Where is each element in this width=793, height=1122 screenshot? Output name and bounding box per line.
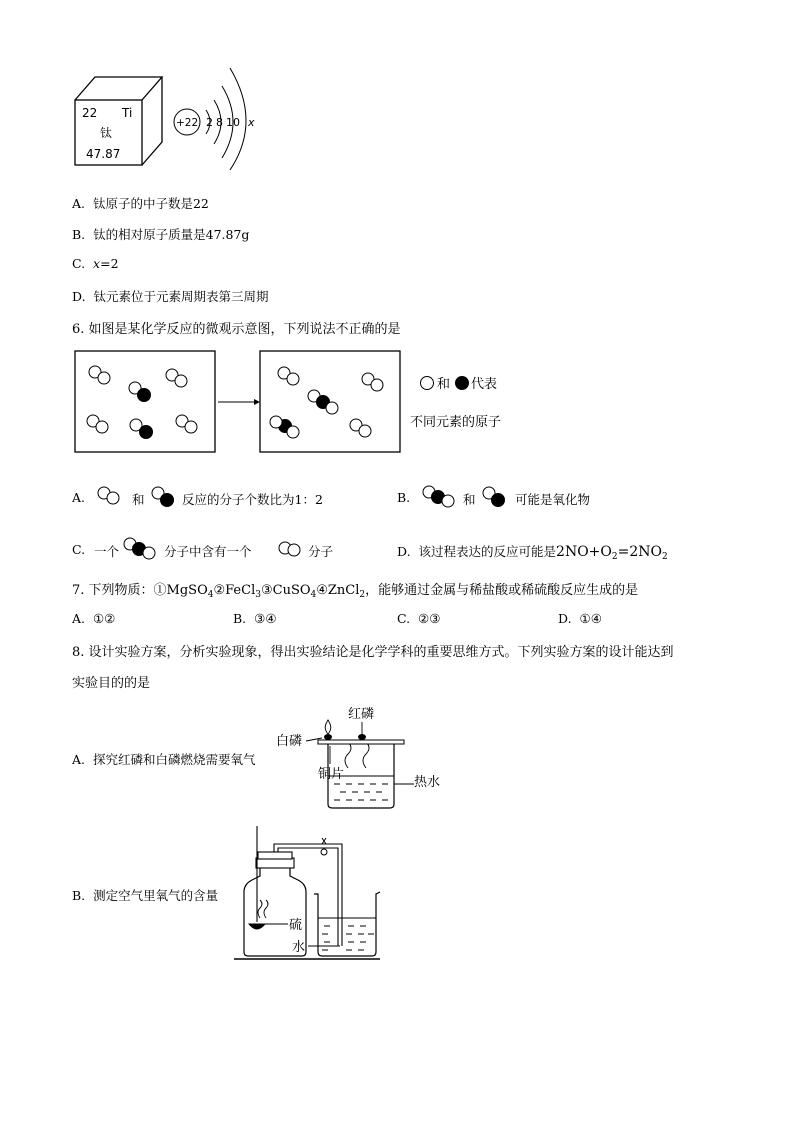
- q6-option-c: [72, 536, 392, 564]
- q7-stem: [72, 579, 638, 600]
- shell-electrons-3: 10: [226, 116, 240, 129]
- q7-option-d: [558, 611, 602, 626]
- option-letter: C.: [72, 542, 86, 557]
- legend-represent: 代表: [471, 377, 498, 392]
- molecule-white-black-white: [308, 390, 338, 414]
- q7-stem-part: 7. 下列物质：①MgSO: [72, 583, 208, 598]
- q8-option-b: [72, 886, 218, 904]
- option-text-tail: 分子: [308, 544, 334, 559]
- option-letter: B.: [233, 611, 247, 626]
- element-card-side: [142, 77, 162, 165]
- red-phosphorus: [358, 734, 366, 740]
- shell-electrons-1: 2: [206, 116, 213, 129]
- molecule-white-white: [362, 373, 383, 391]
- q6-option-a: [72, 485, 392, 513]
- option-and: 和: [463, 492, 476, 507]
- water-dashes: [334, 784, 388, 800]
- label-sulfur: 硫: [289, 918, 303, 933]
- molecule-white-black-icon: [148, 485, 180, 509]
- molecule-white-white: [87, 415, 108, 433]
- q5-option-a: [72, 194, 209, 212]
- titanium-figure: [70, 62, 270, 172]
- molecule-black-white-white: [270, 416, 299, 438]
- shell-electrons-2: 8: [216, 116, 223, 129]
- phosphorus-experiment-svg: [270, 700, 441, 812]
- legend-white-atom: [421, 377, 434, 390]
- option-letter: B.: [72, 888, 86, 903]
- q6-stem: 6. 如图是某化学反应的微观示意图，下列说法不正确的是: [72, 322, 401, 337]
- option-variable: x: [93, 256, 101, 271]
- option-text: 钛元素位于元素周期表第三周期: [93, 289, 269, 304]
- option-text: 探究红磷和白磷燃烧需要氧气: [92, 752, 256, 767]
- q6-diagram: [70, 345, 530, 460]
- option-letter: B.: [397, 490, 411, 505]
- q5-option-b: [72, 225, 249, 243]
- option-letter: A.: [72, 752, 86, 767]
- equation-part-2: =2NO: [617, 544, 662, 560]
- label-copper: 铜片: [318, 767, 345, 782]
- molecule-white-black-white-icon: [120, 536, 162, 562]
- molecule-white-white-icon: [276, 538, 306, 560]
- clamp-icon: [321, 849, 327, 855]
- q5-option-d: [72, 287, 269, 305]
- molecule-white-white-icon: [94, 485, 126, 507]
- option-text: 可能是氧化物: [515, 492, 591, 507]
- legend-black-atom: [456, 377, 469, 390]
- option-text: 测定空气里氧气的含量: [93, 888, 219, 903]
- clamp-icon: [322, 838, 326, 844]
- molecule-white-white: [89, 366, 110, 384]
- option-text: 该过程表达的反应可能是: [418, 544, 557, 559]
- option-text: ③④: [254, 611, 277, 626]
- option-text-head: 一个: [94, 544, 120, 559]
- option-text: 钛原子的中子数是22: [92, 196, 209, 211]
- oxygen-measurement-figure: [230, 822, 390, 964]
- q6-option-b: [397, 485, 717, 513]
- shell-electrons-4: x: [248, 116, 255, 129]
- nucleus-charge: +22: [176, 117, 199, 129]
- q7-subscript: 3: [255, 590, 261, 600]
- smoke-wisp: [258, 900, 262, 918]
- option-text: 钛的相对原子质量是47.87g: [93, 227, 250, 242]
- steam-wisp: [345, 742, 351, 768]
- option-letter: C.: [397, 611, 411, 626]
- option-text: 反应的分子个数比为1：2: [182, 492, 323, 507]
- atomic-number: 22: [82, 106, 98, 120]
- molecule-white-black: [130, 419, 153, 439]
- q7-stem-part: ④ZnCl: [316, 583, 360, 598]
- q7-stem-part: ，能够通过金属与稀盐酸或稀硫酸反应生成的是: [365, 583, 639, 598]
- element-name: 钛: [100, 126, 113, 140]
- q5-option-c: [72, 256, 119, 271]
- element-symbol: Ti: [122, 106, 133, 120]
- option-letter: B.: [72, 227, 86, 242]
- q7-subscript: 2: [359, 590, 366, 600]
- white-phosphorus: [324, 734, 332, 740]
- q7-option-a: [72, 611, 115, 626]
- equation-sub-1: 2: [611, 552, 618, 562]
- q6-option-d: [397, 542, 668, 562]
- option-letter: D.: [397, 544, 411, 559]
- option-text-mid: 分子中含有一个: [164, 544, 252, 559]
- reaction-arrow-head: [254, 399, 260, 405]
- option-letter: A.: [72, 611, 86, 626]
- label-white-phosphorus: 白磷: [276, 734, 303, 749]
- smoke-wisp: [264, 900, 268, 918]
- option-letter: A.: [72, 196, 86, 211]
- stopper-top: [258, 852, 292, 859]
- q7-option-c: [397, 611, 440, 626]
- phosphorus-experiment-figure: [270, 700, 441, 812]
- molecule-white-black: [129, 382, 151, 402]
- q7-stem-part: ②FeCl: [213, 583, 256, 598]
- legend-and: 和: [437, 377, 451, 392]
- sulfur-spoon: [249, 924, 265, 929]
- option-text: ①④: [579, 611, 602, 626]
- option-letter: C.: [72, 256, 86, 271]
- molecule-white-white: [350, 419, 371, 437]
- titanium-element-card-svg: [70, 62, 270, 172]
- reaction-diagram-svg: [70, 345, 530, 460]
- option-text: ②③: [418, 611, 441, 626]
- option-text: =2: [100, 256, 119, 271]
- equation-part-1: 2NO+O: [556, 544, 612, 560]
- molecule-white-white: [278, 367, 299, 385]
- q7-option-b: [233, 611, 277, 626]
- molecule-white-black-white-icon: [419, 485, 461, 509]
- q8-option-a: [72, 750, 255, 768]
- steam-wisp: [363, 742, 369, 768]
- option-letter: A.: [72, 490, 86, 505]
- label-water: 水: [292, 940, 306, 955]
- flame-icon: [325, 720, 331, 734]
- q8-stem-line-1: 8. 设计实验方案，分析实验现象，得出实验结论是化学学科的重要思维方式。下列实验方案的设计能达到: [72, 645, 674, 660]
- element-card-top: [75, 77, 162, 100]
- molecule-white-white: [176, 415, 197, 433]
- label-red-phosphorus: 红磷: [348, 707, 375, 722]
- q8-stem-line-2: 实验目的的是: [72, 676, 151, 691]
- label-hot-water: 热水: [414, 775, 441, 790]
- option-and: 和: [132, 492, 145, 507]
- copper-plate: [318, 740, 404, 744]
- atomic-mass: 47.87: [86, 147, 121, 161]
- molecule-white-black-icon: [479, 485, 511, 509]
- molecule-white-white: [166, 369, 187, 387]
- products-box: [260, 351, 400, 452]
- equation-sub-2: 2: [661, 552, 668, 562]
- legend-caption: 不同元素的原子: [410, 415, 502, 430]
- q7-subscript: 4: [207, 590, 214, 600]
- option-text: ①②: [92, 611, 116, 626]
- q7-subscript: 4: [310, 590, 317, 600]
- oxygen-measurement-svg: [230, 822, 390, 964]
- equation: [556, 544, 668, 560]
- option-letter: D.: [72, 289, 86, 304]
- q7-stem-part: ③CuSO: [260, 583, 311, 598]
- option-letter: D.: [558, 611, 572, 626]
